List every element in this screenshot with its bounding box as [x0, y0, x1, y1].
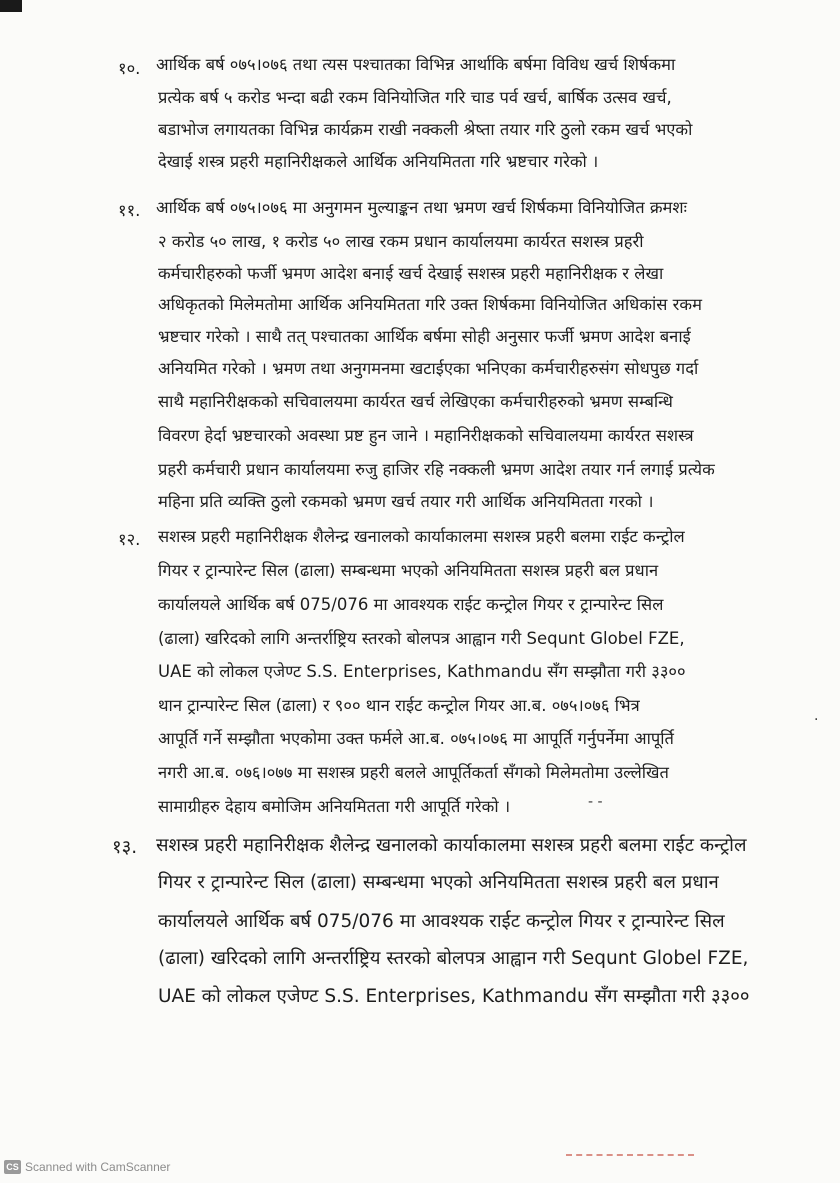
paragraph-line: सशस्त्र प्रहरी महानिरीक्षक शैलेन्द्र खनालको कार्याकालमा सशस्त्र प्रहरी बलमा राईट कन्ट्रोल [158, 527, 685, 546]
paragraph-number: १०. [118, 59, 141, 78]
paragraph-line: गियर र ट्रान्पारेन्ट सिल (ढाला) सम्बन्धमा भएको अनियमितता सशस्त्र प्रहरी बल प्रधान [158, 872, 719, 893]
paragraph-line: कार्यालयले आर्थिक बर्ष 075/076 मा आवश्यक राईट कन्ट्रोल गियर र ट्रान्पारेन्ट सिल [158, 595, 664, 614]
paragraph-line: महिना प्रति व्यक्ति ठुलो रकमको भ्रमण खर्च तयार गरी आर्थिक अनियमितता गरको । [158, 492, 654, 511]
paragraph-line: अनियमित गरेको । भ्रमण तथा अनुगमनमा खटाईएका भनिएका कर्मचारीहरुसंग सोधपुछ गर्दा [158, 359, 699, 378]
scanner-watermark [4, 1160, 170, 1174]
paragraph-number: १२. [118, 530, 141, 549]
scanner-watermark-text: Scanned with CamScanner [25, 1160, 171, 1174]
paragraph-line: थान ट्रान्पारेन्ट सिल (ढाला) र ९०० थान राईट कन्ट्रोल गियर आ.ब. ०७५।०७६ भित्र [158, 696, 640, 715]
paragraph-line: नगरी आ.ब. ०७६।०७७ मा सशस्त्र प्रहरी बलले आपूर्तिकर्ता सँगको मिलेमतोमा उल्लेखित [158, 763, 669, 782]
paragraph-line: विवरण हेर्दा भ्रष्टचारको अवस्था प्रष्ट हुन जाने । महानिरीक्षकको सचिवालयमा कार्यरत सशस्त्र [158, 426, 694, 445]
paragraph-line: सशस्त्र प्रहरी महानिरीक्षक शैलेन्द्र खनालको कार्याकालमा सशस्त्र प्रहरी बलमा राईट कन्ट्रोल [156, 835, 747, 856]
paragraph-line: देखाई शस्त्र प्रहरी महानिरीक्षकले आर्थिक अनियमितता गरि भ्रष्टचार गरेको । [158, 152, 599, 171]
camscanner-logo-icon: CS [4, 1160, 21, 1174]
ink-dot-mark: . [814, 708, 819, 724]
paragraph-line: प्रत्येक बर्ष ५ करोड भन्दा बढी रकम विनियोजित गरि चाड पर्व खर्च, बार्षिक उत्सव खर्च, [158, 88, 672, 107]
paragraph-line: आपूर्ति गर्ने सम्झौता भएकोमा उक्त फर्मले आ.ब. ०७५।०७६ मा आपूर्ति गर्नुपर्नेमा आपूर्ति [158, 729, 674, 748]
paragraph-line: कार्यालयले आर्थिक बर्ष 075/076 मा आवश्यक राईट कन्ट्रोल गियर र ट्रान्पारेन्ट सिल [158, 911, 725, 932]
scan-corner-mark [0, 0, 22, 12]
paragraph-line: UAE को लोकल एजेण्ट S.S. Enterprises, Kathmandu सँग सम्झौता गरी ३३०० [158, 662, 686, 681]
paragraph-line: अधिकृतको मिलेमतोमा आर्थिक अनियमितता गरि उक्त शिर्षकमा विनियोजित अधिकांस रकम [158, 295, 702, 314]
paragraph-line: भ्रष्टचार गरेको । साथै तत् पश्चातका आर्थिक बर्षमा सोही अनुसार फर्जी भ्रमण आदेश बनाई [158, 327, 691, 346]
paragraph-line: साथै महानिरीक्षकको सचिवालयमा कार्यरत खर्च लेखिएका कर्मचारीहरुको भ्रमण सम्बन्धि [158, 392, 673, 411]
ink-dash-mark: - - [588, 794, 603, 810]
paragraph-line: गियर र ट्रान्पारेन्ट सिल (ढाला) सम्बन्धमा भएको अनियमितता सशस्त्र प्रहरी बल प्रधान [158, 561, 659, 580]
paragraph-line: कर्मचारीहरुको फर्जी भ्रमण आदेश बनाई खर्च देखाई सशस्त्र प्रहरी महानिरीक्षक र लेखा [158, 264, 664, 283]
ink-dash-line [566, 1154, 694, 1158]
paragraph-number: १३. [112, 837, 138, 858]
paragraph-line: आर्थिक बर्ष ०७५।०७६ तथा त्यस पश्चातका विभिन्न आर्थाकि बर्षमा विविध खर्च शिर्षकमा [156, 55, 676, 74]
paragraph-line: सामाग्रीहरु देहाय बमोजिम अनियमितता गरी आपूर्ति गरेको । [158, 797, 511, 816]
paragraph-line: आर्थिक बर्ष ०७५।०७६ मा अनुगमन मुल्याङ्कन तथा भ्रमण खर्च शिर्षकमा विनियोजित क्रमशः [156, 198, 687, 217]
paragraph-line: प्रहरी कर्मचारी प्रधान कार्यालयमा रुजु हाजिर रहि नक्कली भ्रमण आदेश तयार गर्न लगाई प्रत्येक [158, 460, 715, 479]
paragraph-line: UAE को लोकल एजेण्ट S.S. Enterprises, Kathmandu सँग सम्झौता गरी ३३०० [158, 986, 750, 1007]
paragraph-line: २ करोड ५० लाख, १ करोड ५० लाख रकम प्रधान कार्यालयमा कार्यरत सशस्त्र प्रहरी [158, 232, 644, 251]
paragraph-line: बडाभोज लगायतका विभिन्न कार्यक्रम राखी नक्कली श्रेष्ता तयार गरि ठुलो रकम खर्च भएको [158, 120, 693, 139]
paragraph-number: ११. [118, 201, 141, 220]
paragraph-line: (ढाला) खरिदको लागि अन्तर्राष्ट्रिय स्तरको बोलपत्र आह्वान गरी Sequnt Globel FZE, [158, 948, 749, 969]
paragraph-line: (ढाला) खरिदको लागि अन्तर्राष्ट्रिय स्तरको बोलपत्र आह्वान गरी Sequnt Globel FZE, [158, 629, 685, 648]
